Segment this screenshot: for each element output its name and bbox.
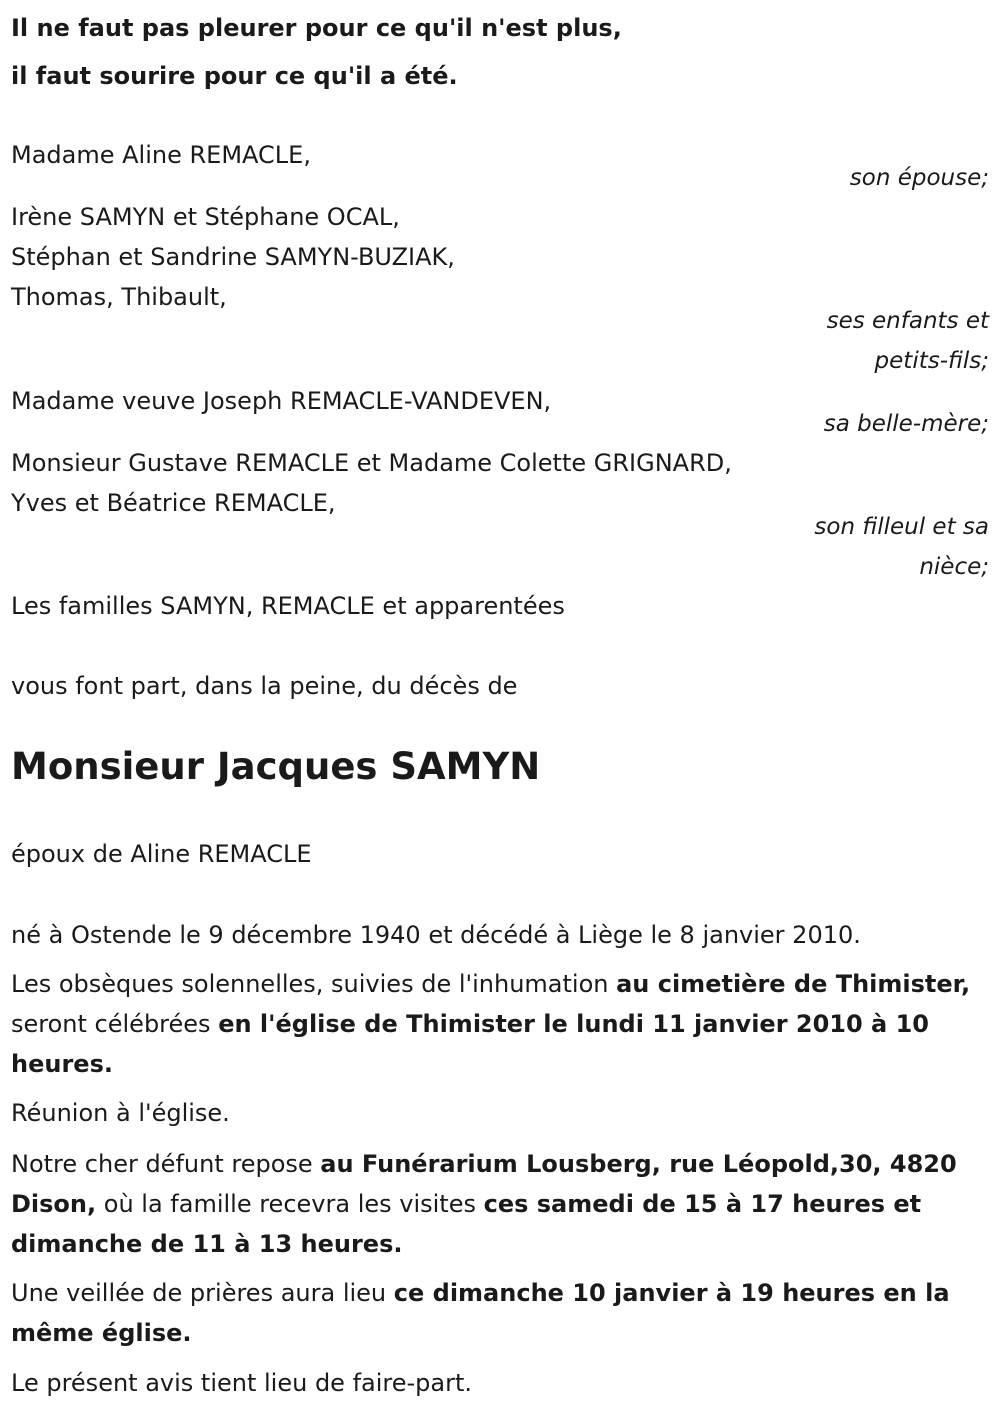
funeral-cemetery: au cimetière de Thimister, xyxy=(616,970,971,998)
funeral-paragraph xyxy=(11,964,991,1084)
godchildren-role-line-1: son filleul et sa xyxy=(814,514,989,540)
mother-in-law: Madame veuve Joseph REMACLE-VANDEVEN, xyxy=(11,387,552,415)
repose-text-a: Notre cher défunt repose xyxy=(11,1150,321,1178)
spouse-of: époux de Aline REMACLE xyxy=(11,840,312,868)
grandchildren: Thomas, Thibault, xyxy=(11,283,227,311)
birth-death: né à Ostende le 9 décembre 1940 et décédé à Liège le 8 janvier 2010. xyxy=(11,921,861,949)
children-role-line-2: petits-fils; xyxy=(874,348,989,374)
spouse-name: Madame Aline REMACLE, xyxy=(11,141,311,169)
vigil-text-a: Une veillée de prières aura lieu xyxy=(11,1279,394,1307)
funeral-church-time: en l'église de Thimister le lundi 11 janvier 2010 à 10 heures. xyxy=(11,1010,929,1078)
godchild-1: Monsieur Gustave REMACLE et Madame Colette GRIGNARD, xyxy=(11,449,732,477)
announcement: vous font part, dans la peine, du décès de xyxy=(11,672,518,700)
spouse-role: son épouse; xyxy=(849,165,989,191)
families-line: Les familles SAMYN, REMACLE et apparentées xyxy=(11,592,565,620)
quote-line-2: il faut sourire pour ce qu'il a été. xyxy=(11,62,458,90)
godchild-2: Yves et Béatrice REMACLE, xyxy=(11,489,336,517)
deceased-name: Monsieur Jacques SAMYN xyxy=(11,745,541,788)
child-1: Irène SAMYN et Stéphane OCAL, xyxy=(11,203,400,231)
funeral-text-a: Les obsèques solennelles, suivies de l'inhumation xyxy=(11,970,617,998)
children-role-line-1: ses enfants et xyxy=(826,308,989,334)
mother-in-law-role: sa belle-mère; xyxy=(823,411,989,437)
vigil-time-place: ce dimanche 10 janvier à 19 heures en la même église. xyxy=(11,1279,950,1347)
repose-text-c: où la famille recevra les visites xyxy=(96,1190,484,1218)
repose-location: au Funérarium Lousberg, rue Léopold,30, 4820 Dison, xyxy=(11,1150,957,1218)
vigil-paragraph xyxy=(11,1273,991,1353)
quote-line-1: Il ne faut pas pleurer pour ce qu'il n'est plus, xyxy=(11,14,622,42)
funeral-text-c: seront célébrées xyxy=(11,1010,219,1038)
godchildren-role-line-2: nièce; xyxy=(919,554,989,580)
visit-hours: ces samedi de 15 à 17 heures et dimanche de 11 à 13 heures. xyxy=(11,1190,922,1258)
child-2: Stéphan et Sandrine SAMYN-BUZIAK, xyxy=(11,243,455,271)
meeting-line: Réunion à l'église. xyxy=(11,1099,230,1127)
closing-line: Le présent avis tient lieu de faire-part. xyxy=(11,1369,473,1397)
repose-paragraph xyxy=(11,1144,991,1264)
